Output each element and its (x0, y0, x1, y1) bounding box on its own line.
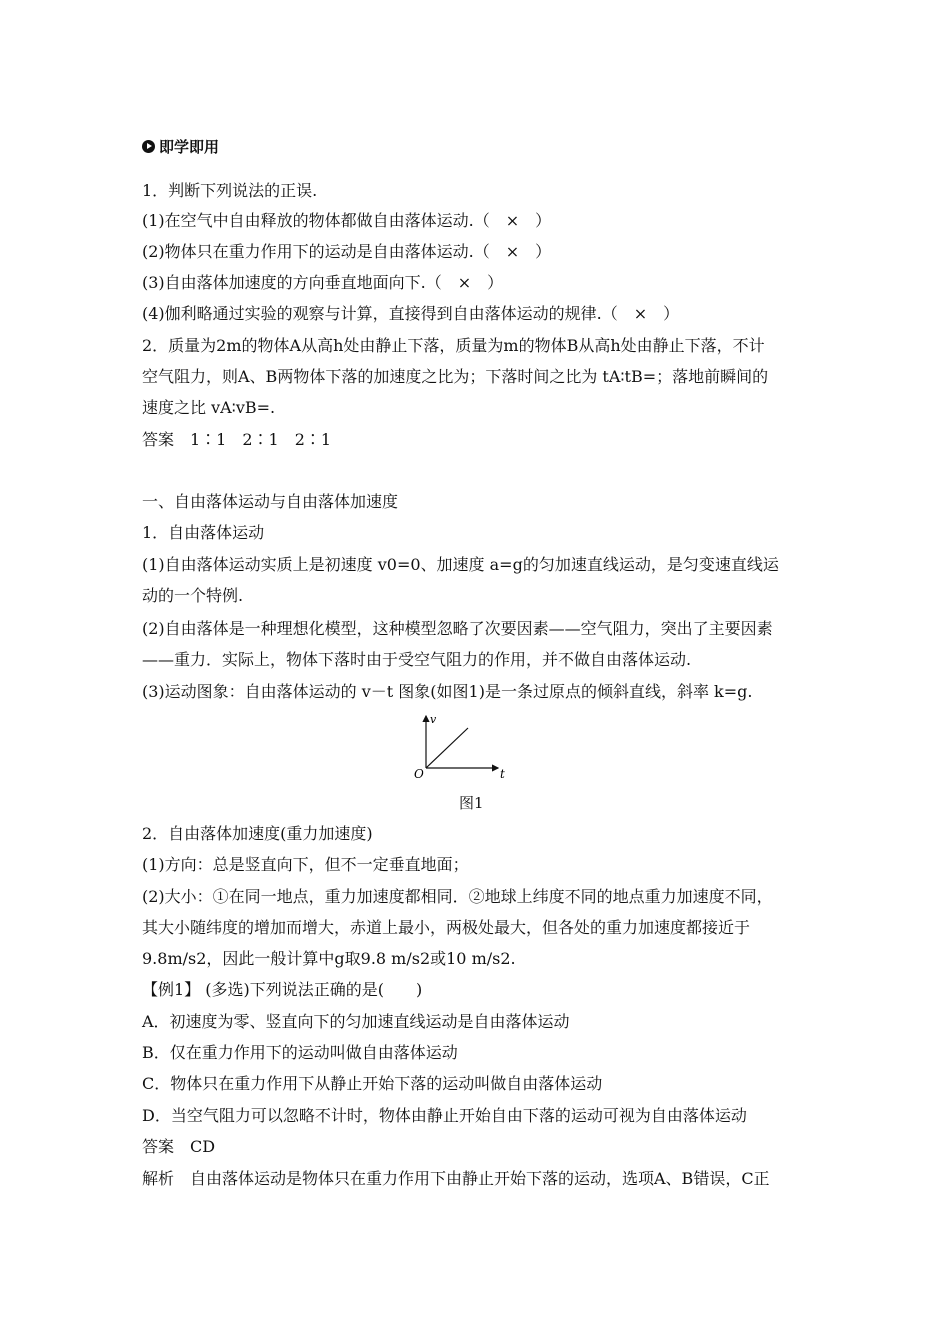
figure-caption: 图1 (459, 794, 484, 812)
q1-item-1: (1)在空气中自由释放的物体都做自由落体运动.（ × ） (142, 211, 552, 230)
q2-line-1: 2．质量为2m的物体A从高h处由静止下落，质量为m的物体B从高h处由静止下落，不计 (142, 336, 765, 355)
part1-p1b: 动的一个特例. (142, 586, 244, 605)
example1-option-d: D．当空气阻力可以忽略不计时，物体由静止开始自由下落的运动可视为自由落体运动 (142, 1106, 747, 1125)
v-t-graph (410, 712, 510, 784)
origin-label: O (414, 767, 424, 781)
q2-answer: 答案 1∶1 2∶1 2∶1 (142, 430, 332, 449)
part1-p2b: ——重力．实际上，物体下落时由于受空气阻力的作用，并不做自由落体运动. (142, 650, 692, 669)
part1-p3: (3)运动图象：自由落体运动的 v－t 图象(如图1)是一条过原点的倾斜直线，斜率 k=g. (142, 682, 753, 701)
example1-stem: 【例1】 (多选)下列说法正确的是( ) (142, 980, 423, 999)
example1-analysis: 解析 自由落体运动是物体只在重力作用下由静止开始下落的运动，选项A、B错误，C正 (142, 1169, 770, 1188)
example1-option-a: A．初速度为零、竖直向下的匀加速直线运动是自由落体运动 (142, 1012, 570, 1031)
v-axis-label: v (430, 713, 437, 726)
part1-d2a: (2)大小：①在同一地点，重力加速度都相同．②地球上纬度不同的地点重力加速度不同， (142, 887, 773, 906)
q1-title: 1．判断下列说法的正误. (142, 181, 318, 200)
section-heading-text: 即学即用 (159, 138, 220, 156)
example1-option-b: B．仅在重力作用下的运动叫做自由落体运动 (142, 1043, 458, 1062)
part1-p2a: (2)自由落体是一种理想化模型，这种模型忽略了次要因素——空气阻力，突出了主要因素 (142, 619, 773, 638)
example1-answer: 答案 CD (142, 1137, 216, 1156)
part1-d1: (1)方向：总是竖直向下，但不一定垂直地面； (142, 855, 469, 874)
q2-line-2: 空气阻力，则A、B两物体下落的加速度之比为；下落时间之比为 tA∶tB=；落地前瞬间的 (142, 367, 769, 386)
part1-d2b: 其大小随纬度的增加而增大，赤道上最小，两极处最大，但各处的重力加速度都接近于 (142, 918, 751, 937)
part1-p1a: (1)自由落体运动实质上是初速度 v0=0、加速度 a=g的匀加速直线运动，是匀变速直线运 (142, 555, 779, 574)
part1-sub1: 1．自由落体运动 (142, 523, 265, 542)
part1-d2c: 9.8m/s2，因此一般计算中g取9.8 m/s2或10 m/s2. (142, 949, 516, 968)
example1-option-c: C．物体只在重力作用下从静止开始下落的运动叫做自由落体运动 (142, 1074, 603, 1093)
part1-title: 一、自由落体运动与自由落体加速度 (142, 492, 399, 511)
q2-line-3: 速度之比 vA∶vB=. (142, 398, 276, 417)
section-heading (142, 137, 219, 157)
velocity-line (426, 728, 468, 768)
t-axis-label: t (500, 767, 505, 781)
play-icon (142, 140, 155, 153)
part1-sub2: 2．自由落体加速度(重力加速度) (142, 824, 373, 843)
q1-item-2: (2)物体只在重力作用下的运动是自由落体运动.（ × ） (142, 242, 552, 261)
q1-item-3: (3)自由落体加速度的方向垂直地面向下.（ × ） (142, 273, 504, 292)
q1-item-4: (4)伽利略通过实验的观察与计算，直接得到自由落体运动的规律.（ × ） (142, 304, 680, 323)
